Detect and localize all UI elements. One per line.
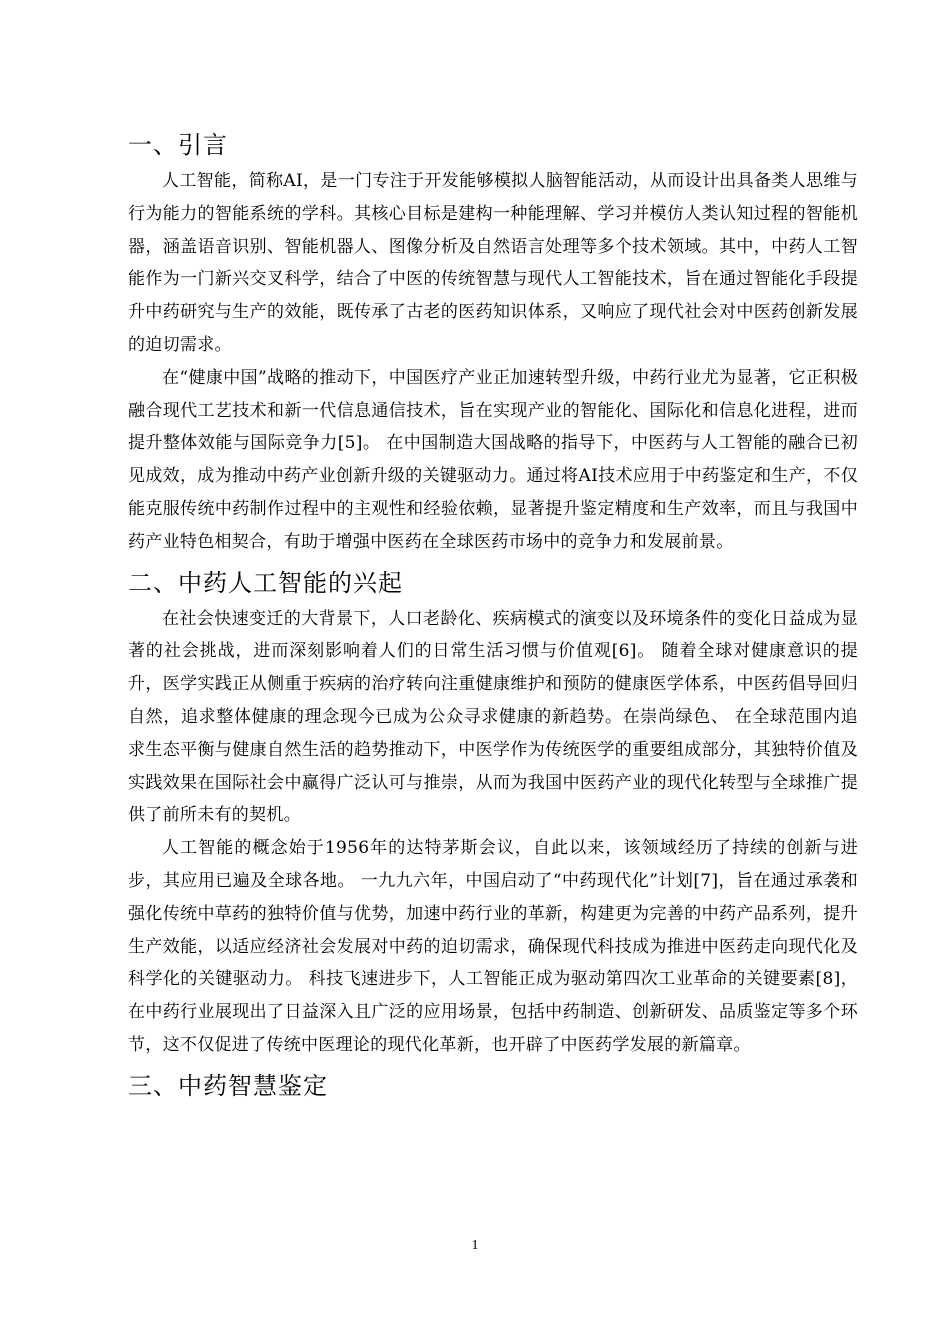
section-body-introduction — [128, 165, 858, 559]
section-body-rise-of-tcm-ai — [128, 603, 858, 1062]
section-heading-smart-identification: 三、中药智慧鉴定 — [128, 1071, 328, 1100]
section-heading-rise-of-tcm-ai: 二、中药人工智能的兴起 — [128, 568, 403, 597]
paragraph: 在社会快速变迁的大背景下，人口老龄化、疾病模式的演变以及环境条件的变化日益成为显著的社会挑战，进而深刻影响着人们的日常生活习惯与价值观[6]。 随着全球对健康意识的提升，医学实践正从侧重于疾病的治疗转向注重健康维护和预防的健康医学体系，中医药倡导回归自然，追求整体健康的理念现今已成为公众寻求健康的新趋势。在崇尚绿色、 在全球范围内追求生态平衡与健康自然生活的趋势推动下，中医学作为传统医学的重要组成部分，其独特价值及实践效果在国际社会中赢得广泛认可与推崇，从而为我国中医药产业的现代化转型与全球推广提供了前所未有的契机。 — [128, 608, 858, 826]
paragraph: 在“健康中国”战略的推动下，中国医疗产业正加速转型升级，中药行业尤为显著，它正积极融合现代工艺技术和新一代信息通信技术，旨在实现产业的智能化、国际化和信息化进程，进而提升整体效能与国际竞争力[5]。 在中国制造大国战略的指导下，中医药与人工智能的融合已初见成效，成为推动中药产业创新升级的关键驱动力。通过将AI技术应用于中药鉴定和生产，不仅能克服传统中药制作过程中的主观性和经验依赖，显著提升鉴定精度和生产效率，而且与我国中药产业特色相契合，有助于增强中医药在全球医药市场中的竞争力和发展前景。 — [128, 367, 858, 552]
paragraph: 人工智能，简称AI，是一门专注于开发能够模拟人脑智能活动，从而设计出具备类人思维与行为能力的智能系统的学科。其核心目标是建构一种能理解、学习并模仿人类认知过程的智能机器，涵盖语音识别、智能机器人、图像分析及自然语言处理等多个技术领域。其中，中药人工智能作为一门新兴交叉科学，结合了中医的传统智慧与现代人工智能技术，旨在通过智能化手段提升中药研究与生产的效能，既传承了古老的医药知识体系，又响应了现代社会对中医药创新发展的迫切需求。 — [128, 171, 858, 355]
paragraph: 人工智能的概念始于1956年的达特茅斯会议，自此以来，该领域经历了持续的创新与进步，其应用已遍及全球各地。 一九九六年，中国启动了“中药现代化”计划[7]，旨在通过承袭和强化传统中草药的独特价值与优势，加速中药行业的革新，构建更为完善的中药产品系列，提升生产效能，以适应经济社会发展对中药的迫切需求，确保现代科技成为推进中医药走向现代化及科学化的关键驱动力。 科技飞速进步下，人工智能正成为驱动第四次工业革命的关键要素[8]，在中药行业展现出了日益深入且广泛的应用场景，包括中药制造、创新研发、品质鉴定等多个环节，这不仅促进了传统中医理论的现代化革新，也开辟了中医药学发展的新篇章。 — [128, 838, 858, 1055]
page-number: 1 — [471, 1238, 479, 1253]
section-heading-introduction: 一、引言 — [128, 131, 228, 159]
